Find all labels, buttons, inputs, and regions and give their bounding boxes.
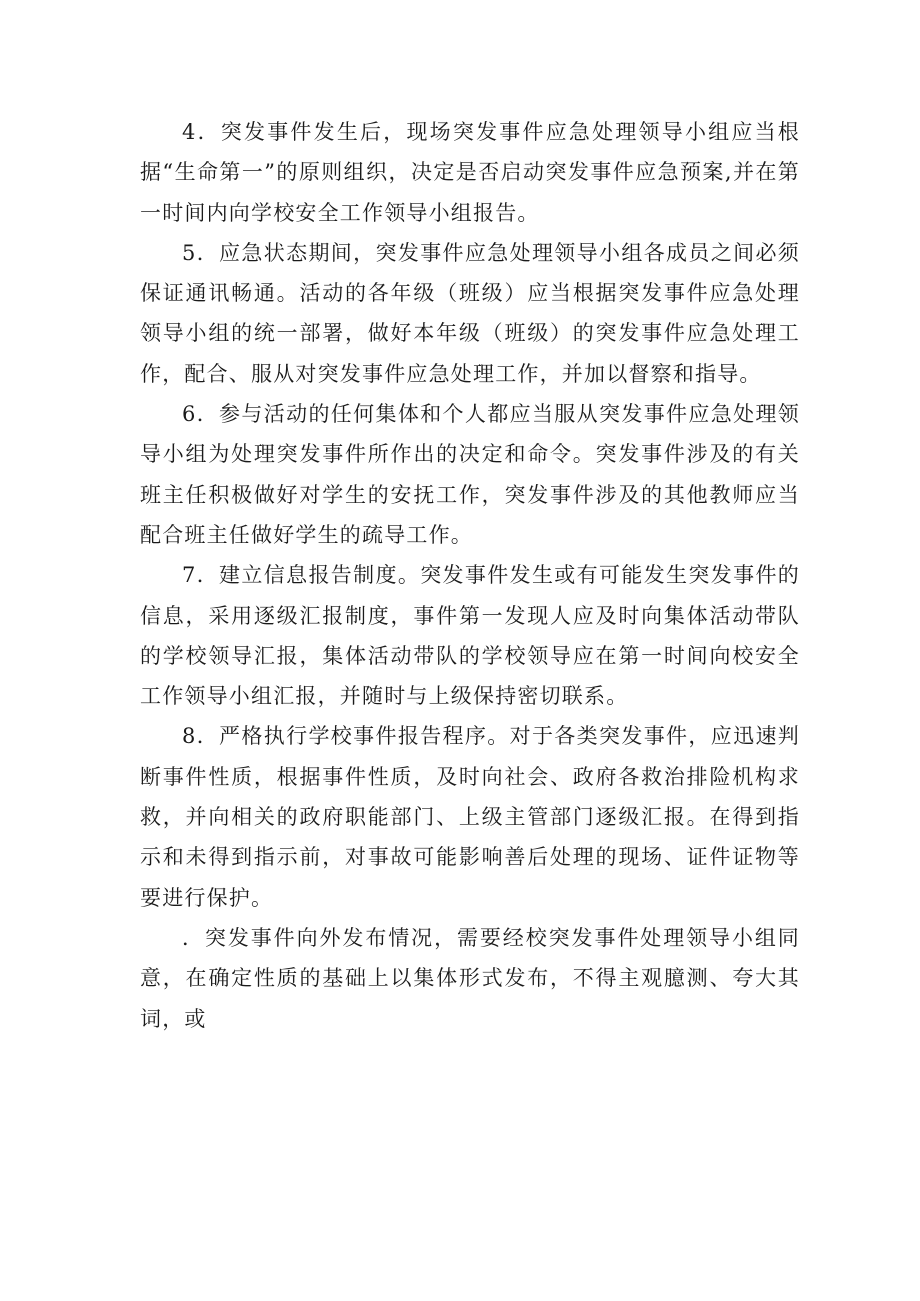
paragraph-5: 5．应急状态期间，突发事件应急处理领导小组各成员之间必须保证通讯畅通。活动的各年级（班级）应当根据突发事件应急处理领导小组的统一部署，做好本年级（班级）的突发事件应急处理工作，配合、服从对突发事件应急处理工作，并加以督察和指导。 (140, 240, 800, 386)
paragraph-8: 8．严格执行学校事件报告程序。对于各类突发事件，应迅速判断事件性质，根据事件性质，及时向社会、政府各救治排险机构求救，并向相关的政府职能部门、上级主管部门逐级汇报。在得到指示和未得到指示前，对事故可能影响善后处理的现场、证件证物等要进行保护。 (140, 724, 800, 910)
paragraph-6: 6．参与活动的任何集体和个人都应当服从突发事件应急处理领导小组为处理突发事件所作出的决定和命令。突发事件涉及的有关班主任积极做好对学生的安抚工作，突发事件涉及的其他教师应当配合班主任做好学生的疏导工作。 (140, 402, 800, 547)
document-body (140, 112, 800, 1039)
paragraph-9: ．突发事件向外发布情况，需要经校突发事件处理领导小组同意，在确定性质的基础上以集体形式发布，不得主观臆测、夸大其词，或 (140, 925, 800, 1031)
paragraph-4: 4．突发事件发生后，现场突发事件应急处理领导小组应当根据“生命第一”的原则组织，决定是否启动突发事件应急预案,并在第一时间内向学校安全工作领导小组报告。 (140, 120, 800, 225)
paragraph-7: 7．建立信息报告制度。突发事件发生或有可能发生突发事件的信息，采用逐级汇报制度，事件第一发现人应及时向集体活动带队的学校领导汇报，集体活动带队的学校领导应在第一时间向校安全工作领导小组汇报，并随时与上级保持密切联系。 (140, 563, 800, 709)
